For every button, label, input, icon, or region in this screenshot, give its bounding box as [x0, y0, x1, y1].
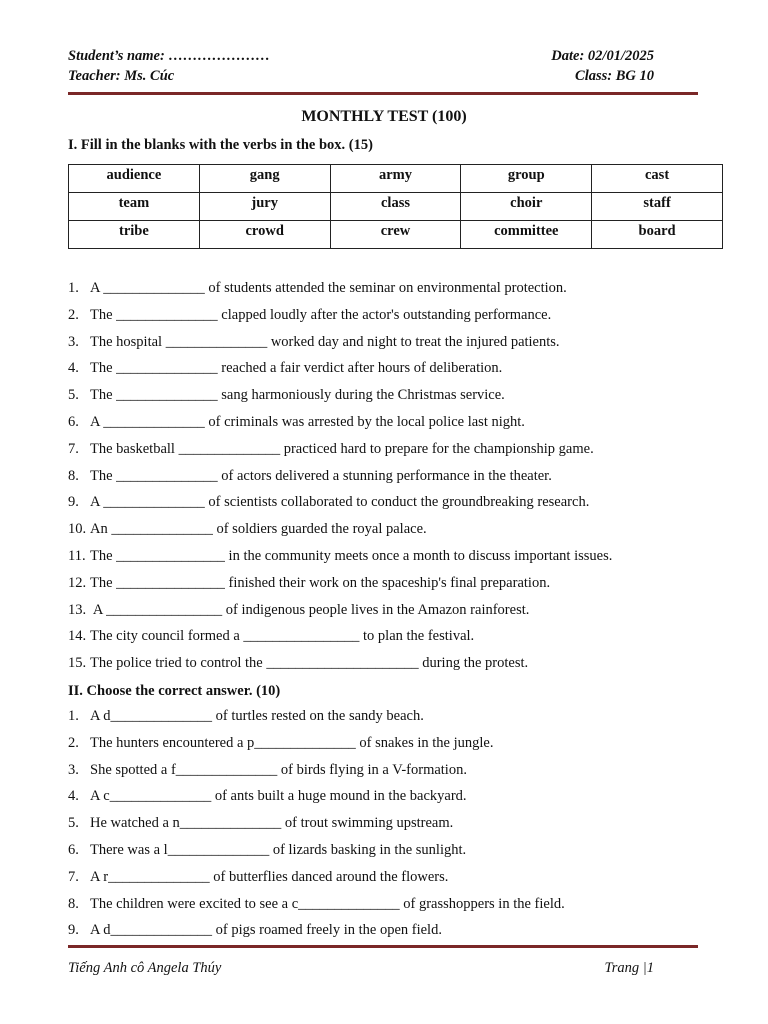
- question-number: 4.: [68, 788, 79, 805]
- section-2-questions: [68, 703, 718, 944]
- page-title: MONTHLY TEST (100): [301, 108, 467, 125]
- question-text: A ______________ of students attended the seminar on environmental protection.: [90, 280, 567, 296]
- question-text: The ______________ sang harmoniously during the Christmas service.: [90, 387, 505, 404]
- question-number: 7.: [68, 440, 79, 457]
- question-number: 6.: [68, 841, 79, 858]
- class-label: Class: BG 10: [575, 68, 654, 84]
- question-text: The _______________ in the community meets once a month to discuss important issues.: [90, 547, 613, 564]
- question-item: [68, 730, 718, 757]
- question-item: [68, 650, 718, 677]
- question-item: [68, 516, 718, 543]
- question-number: 9.: [68, 922, 79, 939]
- word-box-cell: staff: [592, 193, 723, 221]
- word-box-cell: committee: [461, 221, 592, 249]
- word-box-row: [69, 165, 723, 193]
- question-number: 4.: [68, 360, 79, 377]
- question-item: [68, 409, 718, 436]
- question-text: The city council formed a ________________ to plan the festival.: [90, 628, 475, 645]
- question-number: 1.: [68, 280, 79, 296]
- footer-page-number: Trang |1: [604, 960, 654, 976]
- question-item: [68, 329, 718, 356]
- question-text: A d______________ of pigs roamed freely in the open field.: [90, 922, 442, 939]
- question-text: An ______________ of soldiers guarded the royal palace.: [90, 521, 427, 538]
- question-item: [68, 382, 718, 409]
- question-text: She spotted a f______________ of birds flying in a V-formation.: [90, 761, 467, 778]
- section-1-heading: I. Fill in the blanks with the verbs in the box. (15): [68, 137, 373, 153]
- question-number: 12.: [68, 574, 87, 591]
- question-item: [68, 837, 718, 864]
- date-label: Date: 02/01/2025: [551, 48, 654, 64]
- word-box-cell: audience: [69, 165, 200, 193]
- question-number: 15.: [68, 655, 87, 672]
- question-text: A ______________ of criminals was arrested by the local police last night.: [90, 413, 525, 430]
- question-item: [68, 463, 718, 490]
- word-box-row: [69, 193, 723, 221]
- section-1-questions: [68, 275, 718, 677]
- question-number: 13.: [68, 601, 87, 618]
- word-box-cell: tribe: [69, 221, 200, 249]
- question-number: 7.: [68, 868, 79, 885]
- footer-author: Tiếng Anh cô Angela Thúy: [68, 960, 222, 976]
- footer-divider: [68, 945, 698, 948]
- question-number: 3.: [68, 761, 79, 778]
- question-item: [68, 570, 718, 597]
- question-item: [68, 783, 718, 810]
- student-name-label: Student’s name: …………………: [68, 48, 270, 64]
- question-item: [68, 891, 718, 918]
- word-box-table: [68, 164, 723, 249]
- question-number: 8.: [68, 467, 79, 484]
- question-text: There was a l______________ of lizards basking in the sunlight.: [90, 841, 467, 858]
- question-text: The children were excited to see a c______________ of grasshoppers in the field.: [90, 895, 565, 912]
- question-item: [68, 543, 718, 570]
- question-text: The ______________ reached a fair verdict after hours of deliberation.: [90, 360, 503, 377]
- question-number: 1.: [68, 708, 79, 724]
- question-item: [68, 703, 718, 730]
- word-box-row: [69, 221, 723, 249]
- question-number: 2.: [68, 734, 79, 751]
- word-box-cell: cast: [592, 165, 723, 193]
- section-2-heading: II. Choose the correct answer. (10): [68, 683, 281, 699]
- question-number: 9.: [68, 494, 79, 511]
- page-header: [68, 46, 654, 86]
- question-item: [68, 917, 718, 944]
- word-box-cell: jury: [199, 193, 330, 221]
- question-text: The police tried to control the _____________________ during the protest.: [90, 655, 529, 672]
- question-item: [68, 489, 718, 516]
- question-text: He watched a n______________ of trout swimming upstream.: [90, 815, 454, 832]
- question-text: The basketball ______________ practiced hard to prepare for the championship game.: [90, 440, 594, 457]
- page-footer: [68, 960, 654, 977]
- question-text: The ______________ of actors delivered a stunning performance in the theater.: [90, 467, 552, 484]
- word-box-cell: crew: [330, 221, 461, 249]
- question-text: A ________________ of indigenous people lives in the Amazon rainforest.: [90, 601, 530, 618]
- word-box-cell: group: [461, 165, 592, 193]
- question-number: 5.: [68, 815, 79, 832]
- question-item: [68, 302, 718, 329]
- question-text: A r______________ of butterflies danced around the flowers.: [90, 868, 449, 885]
- question-item: [68, 864, 718, 891]
- word-box-cell: board: [592, 221, 723, 249]
- question-text: The hunters encountered a p______________ of snakes in the jungle.: [90, 734, 494, 751]
- question-text: The _______________ finished their work on the spaceship's final preparation.: [90, 574, 551, 591]
- question-text: The ______________ clapped loudly after the actor's outstanding performance.: [90, 306, 552, 323]
- question-item: [68, 757, 718, 784]
- question-item: [68, 597, 718, 624]
- question-item: [68, 275, 718, 302]
- question-number: 5.: [68, 387, 79, 404]
- question-number: 6.: [68, 413, 79, 430]
- question-number: 11.: [68, 547, 86, 564]
- question-item: [68, 810, 718, 837]
- question-number: 14.: [68, 628, 87, 645]
- word-box-cell: gang: [199, 165, 330, 193]
- word-box-cell: crowd: [199, 221, 330, 249]
- teacher-label: Teacher: Ms. Cúc: [68, 68, 175, 84]
- header-divider: [68, 92, 698, 95]
- question-text: A d______________ of turtles rested on the sandy beach.: [90, 708, 424, 724]
- question-item: [68, 436, 718, 463]
- question-number: 10.: [68, 521, 87, 538]
- question-text: A c______________ of ants built a huge mound in the backyard.: [90, 788, 467, 805]
- word-box-cell: choir: [461, 193, 592, 221]
- question-text: A ______________ of scientists collaborated to conduct the groundbreaking research.: [90, 494, 590, 511]
- word-box-cell: team: [69, 193, 200, 221]
- question-number: 2.: [68, 306, 79, 323]
- question-item: [68, 623, 718, 650]
- question-number: 3.: [68, 333, 79, 350]
- question-item: [68, 355, 718, 382]
- question-text: The hospital ______________ worked day and night to treat the injured patients.: [90, 333, 560, 350]
- question-number: 8.: [68, 895, 79, 912]
- word-box-cell: army: [330, 165, 461, 193]
- word-box-cell: class: [330, 193, 461, 221]
